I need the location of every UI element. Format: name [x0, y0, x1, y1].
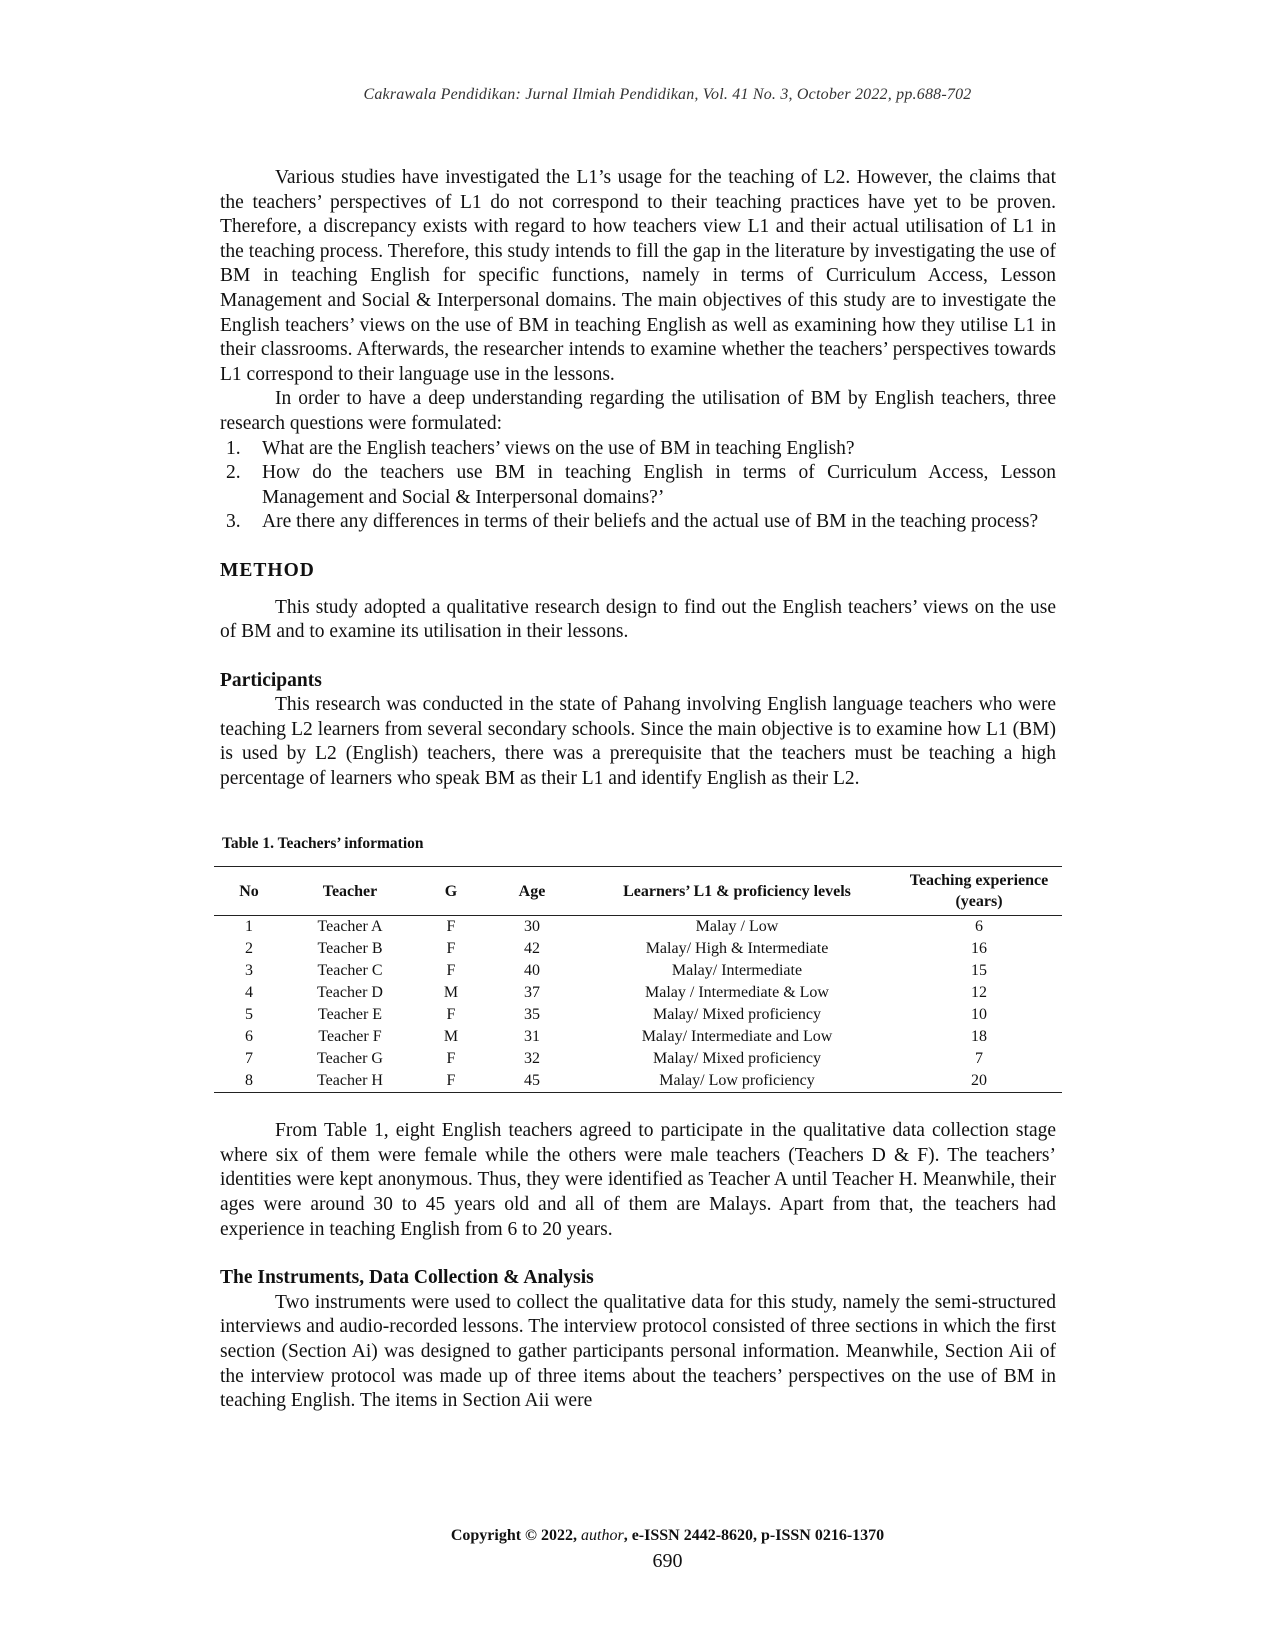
intro-paragraph: Various studies have investigated the L1’s usage for the teaching of L2. However, the claims that the teachers’ perspectives of L1 do not correspond to their teaching practices have yet to be proven. Therefore, a discrepancy exists with regard to how teachers view L1 and their actual utilisation of L1 in the teaching process. Therefore, this study intends to fill the gap in the literature by investigating the use of BM in teaching English for specific functions, namely in terms of Curriculum Access, Lesson Management and Social & Interpersonal domains. The main objectives of this study are to investigate the English teachers’ views on the use of BM in teaching English as well as examining how they utilise L1 in their classrooms. Afterwards, the researcher intends to examine whether the teachers’ perspectives towards L1 correspond to their language use in the lessons. [220, 167, 1056, 385]
table-cell: M [443, 984, 459, 1002]
table-caption: Table 1. Teachers’ information [222, 834, 424, 852]
running-head: Cakrawala Pendidikan: Jurnal Ilmiah Pendidikan, Vol. 41 No. 3, October 2022, pp.688-702 [363, 86, 972, 103]
table-cell: F [446, 1050, 456, 1068]
table-cell: Malay/ Low proficiency [578, 1070, 896, 1093]
table-header-cell: Learners’ L1 & proficiency levels [578, 867, 896, 916]
article-body [220, 166, 1056, 1414]
table-cell: Malay/ Mixed proficiency [653, 1006, 821, 1024]
table-cell: 6 [975, 918, 983, 936]
table-cell: 42 [524, 940, 540, 958]
research-questions-intro: In order to have a deep understanding regarding the utilisation of BM by English teachers, three research questions were formulated: [220, 388, 1056, 434]
table-cell: 5 [245, 1006, 253, 1024]
table-header-cell: Teacher [284, 867, 416, 916]
research-questions-list [220, 437, 1056, 535]
method-paragraph: This study adopted a qualitative research design to find out the English teachers’ views on the use of BM and to examine its utilisation in their lessons. [220, 596, 1056, 643]
table-cell: M [443, 1028, 459, 1046]
table-header-cell: No [214, 867, 284, 916]
copyright-footer [0, 1527, 1275, 1545]
table-cell: 37 [524, 984, 540, 1002]
list-text: Are there any differences in terms of their beliefs and the actual use of BM in the teaching process? [262, 511, 1039, 533]
table-cell: Teacher D [317, 984, 383, 1002]
list-item [220, 510, 1056, 535]
table-cell: 1 [245, 918, 253, 936]
table-header-cell: Teaching experience (years) [896, 867, 1062, 916]
page-number: 690 [652, 1550, 683, 1572]
table-cell: Malay/ Intermediate [671, 962, 803, 980]
table-cell: 6 [245, 1028, 253, 1046]
copyright-author: author [581, 1527, 624, 1544]
table-cell: F [446, 1006, 456, 1024]
table-cell: Teacher C [317, 962, 383, 980]
list-text: What are the English teachers’ views on the use of BM in teaching English? [262, 437, 855, 459]
table-cell: F [446, 918, 456, 936]
table-row [214, 1026, 1062, 1048]
table-header-row [214, 867, 1062, 916]
instruments-heading: The Instruments, Data Collection & Analysis [220, 1267, 594, 1289]
participants-heading: Participants [220, 669, 322, 691]
table-row [214, 1070, 1062, 1093]
table-row [214, 982, 1062, 1004]
table-row [214, 938, 1062, 960]
copyright-issn: , e-ISSN 2442-8620, p-ISSN 0216-1370 [623, 1527, 885, 1544]
table-discussion-paragraph: From Table 1, eight English teachers agreed to participate in the qualitative data collection stage where six of them were female while the others were male teachers (Teachers D & F). The teachers’ identities were kept anonymous. Thus, they were identified as Teacher A until Teacher H. Meanwhile, their ages were around 30 to 45 years old and all of them are Malays. Apart from that, the teachers had experience in teaching English from 6 to 20 years. [220, 1120, 1056, 1240]
table-cell: 7 [245, 1050, 253, 1068]
table-cell: 2 [245, 940, 253, 958]
table-cell: 4 [245, 984, 253, 1002]
table-cell: Malay/ Intermediate and Low [641, 1028, 833, 1046]
table-cell: Teacher H [284, 1070, 416, 1093]
table-cell: 31 [524, 1028, 540, 1046]
teachers-info-table [214, 866, 1062, 1093]
table-cell: Malay/ Mixed proficiency [653, 1050, 821, 1068]
table-cell: 18 [971, 1028, 987, 1046]
table-cell: Malay/ High & Intermediate [645, 940, 829, 958]
instruments-paragraph: Two instruments were used to collect the qualitative data for this study, namely the semi-structured interviews and audio-recorded lessons. The interview protocol consisted of three sections in which the first section (Section Ai) was designed to gather participants personal information. Meanwhile, Section Aii of the interview protocol was made up of three items about the teachers’ perspectives on the use of BM in teaching English. The items in Section Aii were [220, 1291, 1056, 1412]
list-text: How do the teachers use BM in teaching English in terms of Curriculum Access, Lesson Management and Social & Interpersonal domains?’ [262, 462, 1056, 508]
table-header-cell: Age [486, 867, 578, 916]
table-cell: Malay / Low [695, 918, 779, 936]
list-item [220, 461, 1056, 510]
table-cell: 40 [524, 962, 540, 980]
method-heading: METHOD [220, 559, 315, 581]
table-cell: 30 [524, 918, 540, 936]
table-cell: F [446, 940, 456, 958]
table-row [214, 1048, 1062, 1070]
table-cell: 15 [971, 962, 987, 980]
table-cell: Teacher F [318, 1028, 382, 1046]
table-cell: 12 [971, 984, 987, 1002]
table-cell: Malay / Intermediate & Low [645, 984, 829, 1002]
table-cell: Teacher E [317, 1006, 383, 1024]
table-row [214, 916, 1062, 939]
table-row [214, 1004, 1062, 1026]
table-row [214, 960, 1062, 982]
table-cell: Teacher A [317, 918, 383, 936]
table-header-cell: G [416, 867, 486, 916]
table-cell: 8 [214, 1070, 284, 1093]
table-cell: Teacher G [317, 1050, 383, 1068]
table-cell: 7 [975, 1050, 983, 1068]
table-cell: 3 [245, 962, 253, 980]
table-cell: 10 [971, 1006, 987, 1024]
table-cell: 20 [896, 1070, 1062, 1093]
table-cell: F [416, 1070, 486, 1093]
table-cell: F [446, 962, 456, 980]
copyright-prefix: Copyright © 2022, [450, 1527, 578, 1544]
list-item [220, 437, 1056, 462]
table-cell: 35 [524, 1006, 540, 1024]
table-cell: 16 [971, 940, 987, 958]
list-number: 2. [226, 462, 241, 484]
table-cell: 45 [486, 1070, 578, 1093]
table-cell: 32 [524, 1050, 540, 1068]
table-cell: Teacher B [317, 940, 383, 958]
participants-paragraph: This research was conducted in the state of Pahang involving English language teachers who were teaching L2 learners from several secondary schools. Since the main objective is to examine how L1 (BM) is used by L2 (English) teachers, there was a prerequisite that the teachers must be teaching a high percentage of learners who speak BM as their L1 and identify English as their L2. [220, 694, 1056, 790]
list-number: 3. [226, 511, 241, 533]
list-number: 1. [226, 437, 241, 459]
